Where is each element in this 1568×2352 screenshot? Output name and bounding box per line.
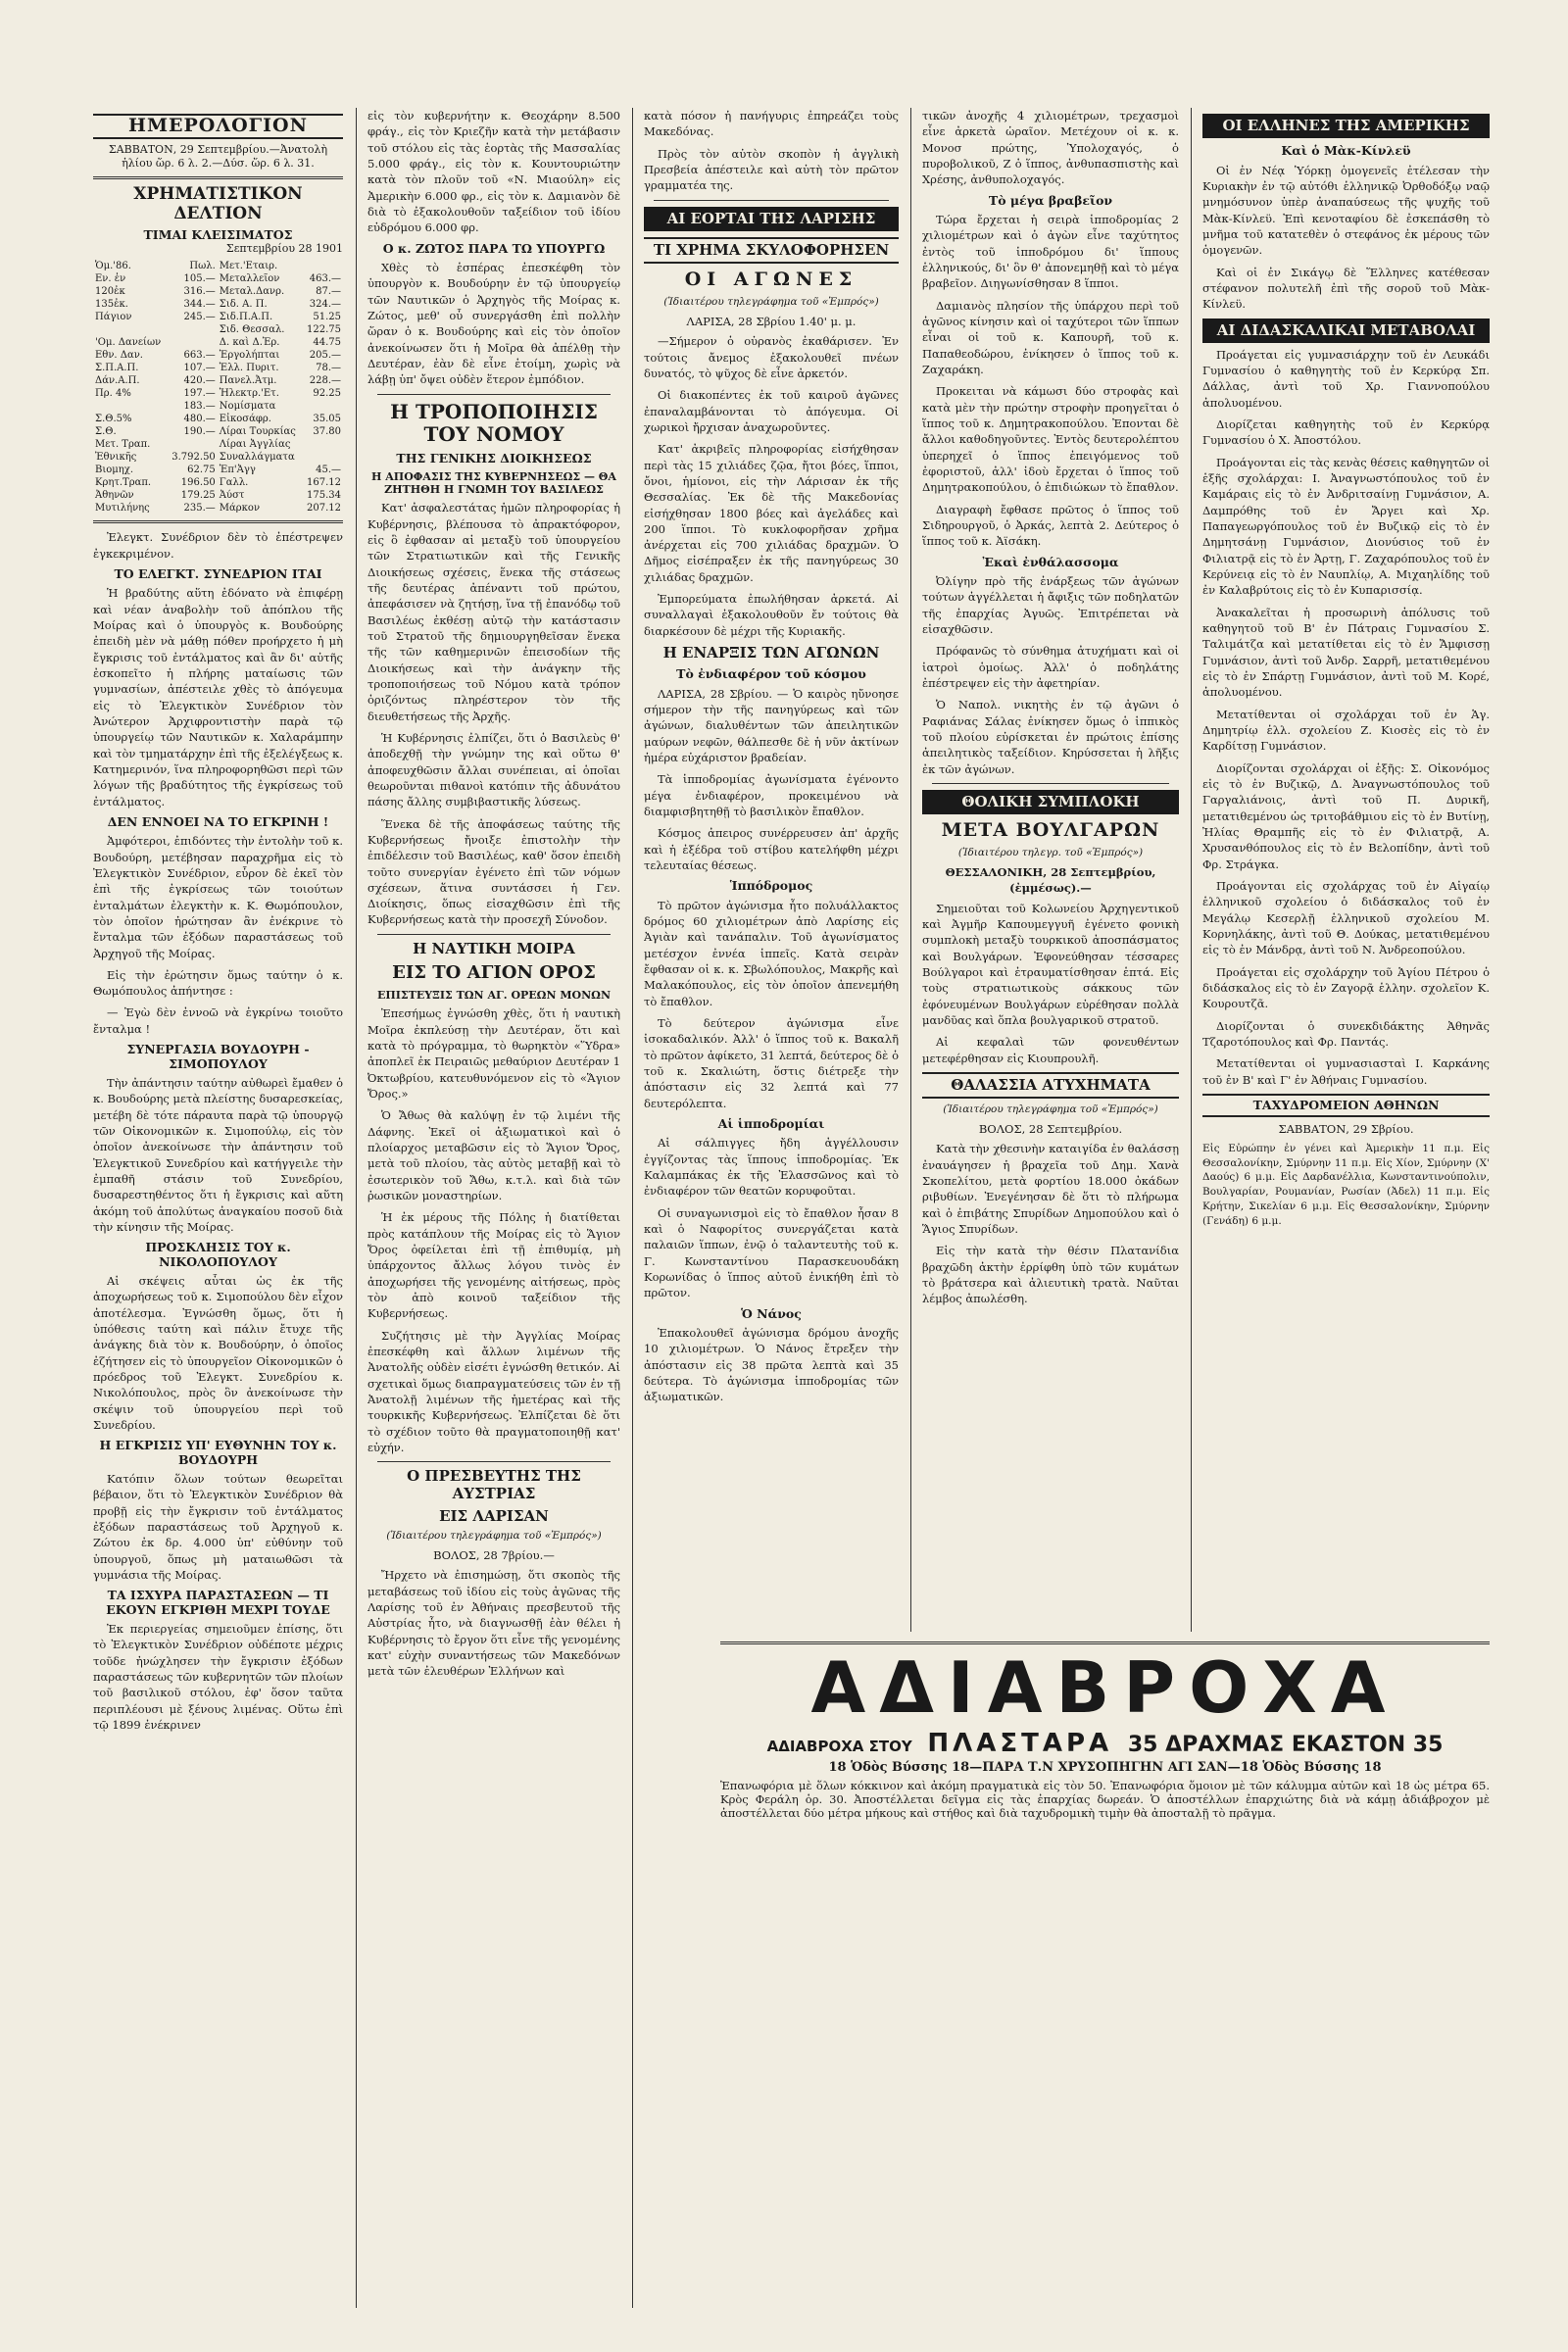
- ad-headline-left: ΑΔΙΑΒΡΟΧΑ ΣΤΟΥ: [766, 1738, 912, 1755]
- article-paragraph: Διορίζεται καθηγητὴς τοῦ ἐν Κερκύρᾳ Γυμνασίου ὁ Χ. Ἀποστόλου.: [1202, 417, 1490, 448]
- article-paragraph: Κατὰ τὴν χθεσινὴν καταιγίδα ἐν θαλάσσῃ ἐναυάγησεν ἡ βραχεῖα τοῦ Δημ. Χανὰ Σκοπελίτου, μετὰ φορτίου 18.000 ὀκάδων ριβυθίων. Ἐνεγένησαν δὲ ὅτι τὸ πλήρωμα καὶ ὁ ἐπιβάτης Σπυρίδων Δημοπούλου καὶ ὁ Ἅγιος Σπυρίδων.: [922, 1142, 1179, 1236]
- market-cell: 245.—: [183, 312, 216, 323]
- market-cell: Πανελ.Ἀτμ.: [219, 375, 277, 387]
- market-row: [93, 260, 343, 272]
- dateline: ΒΟΛΟΣ, 28 7βρίου.—: [433, 1547, 555, 1562]
- newspaper-page: [93, 108, 1490, 2308]
- market-cell: Λίραι Τουρκίας: [219, 426, 296, 438]
- market-cell: Ἐθνικῆς: [95, 452, 137, 464]
- market-row: [93, 476, 343, 489]
- market-cell: 235.—: [183, 503, 216, 514]
- market-cell: 120ἐκ: [95, 286, 125, 298]
- article-headline: ΕΠΙΣΤΕΥΞΙΣ ΤΩΝ ΑΓ. ΟΡΕΩΝ ΜΟΝΩΝ: [376, 988, 612, 1002]
- market-cell: Σ.Θ.5%: [95, 414, 132, 425]
- article-headline: Η ΤΡΟΠΟΠΟΙΗΣΙΣ ΤΟΥ ΝΟΜΟΥ: [390, 399, 598, 446]
- market-row: [93, 387, 343, 400]
- article-paragraph: Κόσμος ἀπειρος συνέρρευσεν ἀπ' ἀρχῆς καὶ ἡ ἐξέδρα τοῦ στίβου κατελήφθη μέχρι τελευταίας θέσεως.: [644, 826, 899, 873]
- article-subheadline: Αἱ ἱπποδρομίαι: [717, 1116, 825, 1131]
- article-headline: ΑΙ ΔΙΔΑΣΚΑΛΙΚΑΙ ΜΕΤΑΒΟΛΑΙ: [1202, 318, 1490, 343]
- article-paragraph: Ἐπεσήμως ἐγνώσθη χθὲς, ὅτι ἡ ναυτικὴ Μοῖρα ἐκπλεύσῃ τὴν Δευτέραν, ὅτι καὶ κατὰ τὸ πρόγραμμα, τὸ θωρηκτὸν «Ὕδρα» ἀποπλεῖ ἐκ Πειραιῶς μεθαύριον Δευτέραν 1 Ὀκτωβρίου, κατευθυνόμενον εἰς τὸ «Ἅγιον Ὄρος.»: [368, 1006, 620, 1102]
- article-paragraph: ΛΑΡΙΣΑ, 28 Σβρίου. — Ὁ καιρὸς ηὔνοησε σήμερον τὴν τῆς πανηγύρεως καὶ τῶν ἀγώνων, διαλυθέντων τῶν ἀπειλητικῶν μαύρων νεφῶν, θάλπεσθε δὲ ἡ νῦν ἀκτίνων ἡμέρα εὐχάριστον βραδείαν.: [644, 686, 899, 765]
- market-cell: Ἐπ'Ἀγγ: [219, 465, 256, 476]
- market-cell: 205.—: [309, 350, 341, 362]
- article-headline: ΣΥΝΕΡΓΑΣΙΑ ΒΟΥΔΟΥΡΗ - ΣΙΜΟΠΟΥΛΟΥ: [126, 1042, 310, 1071]
- market-cell: [93, 323, 167, 336]
- article-subheadline: Ὁ Νάνος: [741, 1305, 802, 1321]
- article-paragraph: Διορίζονται σχολάρχαι οἱ ἑξῆς: Σ. Οἰκονόμος εἰς τὸ ἐν Βυζικῷ, Δ. Ἀναγνωστόπουλος τοῦ Γαργαλιάνοις, ἀντὶ τοῦ Π. Δυρικῆ, μετατιθεμένου ὡς τριτοβάθμιου εἰς τὸ ἐν Βυτίνῃ, Ἠλίας Θραμπῆς εἰς τὸ ἐν Φιλιατρᾷ, Α. Χρυσανθόπουλος εἰς τὸ ἐν Βελοπίδην, ἀντὶ τοῦ Φρ. Στράγκα.: [1202, 760, 1490, 871]
- article-paragraph: Ἀμφότεροι, ἐπιδόντες τὴν ἐντολὴν τοῦ κ. Βουδούρη, μετέβησαν παραχρῆμα εἰς τὸ Ἐλεγκτικὸν Συνέδριον, εὗρον δὲ ἐκεῖ τὸν ἐπὶ τῆς ἐγκρίσεως τῶν τοιούτων ἐνταλμάτων ἐλεγκτὴν κ. Κ. Θωμόπουλον, τὸν ὁποῖον ἠρώτησαν ἂν ἐνέκρινε τὸ ἔνταλμα τῶν ἐξόδων παραστάσεως τοῦ Ἀρχηγοῦ τῆς Μοίρας.: [93, 834, 343, 960]
- market-cell: Νομίσματα: [219, 401, 276, 413]
- market-cell: Εἰκοσάφρ.: [219, 414, 271, 425]
- market-table: [93, 260, 343, 514]
- market-cell: 207.12: [307, 503, 341, 514]
- market-row: [93, 362, 343, 374]
- article-subheadline: Ἐκαὶ ἐνθάλασσομα: [982, 554, 1119, 569]
- market-cell: 45.—: [316, 465, 341, 476]
- article-subheadline: Τὸ ἐνδιαφέρον τοῦ κόσμου: [676, 666, 866, 682]
- article-paragraph: Τὰ ἱπποδρομίας ἀγωνίσματα ἐγένοντο μέγα ἐνδιαφέρον, προκειμένου νὰ διαμφισβητηθῇ τὸ βασιλικὸν ἔπαθλον.: [644, 772, 899, 819]
- dateline: ΛΑΡΙΣΑ, 28 Σβρίου 1.40' μ. μ.: [686, 314, 857, 328]
- article-subheadline: Καὶ ὁ Μὰκ-Κίνλεϋ: [1281, 143, 1411, 159]
- market-cell: Δ. καὶ Δ.Ἐρ.: [219, 337, 280, 349]
- market-cell: 663.—: [183, 350, 216, 362]
- article-paragraph: Ὀλίγην πρὸ τῆς ἐνάρξεως τῶν ἀγώνων τούτων ἀγγέλλεται ἡ ἄφιξις τῶν ποδηλατῶν τῆς ἐπαρχίας Ἀγυῶς. Ἐπιτρέπεται νὰ εἰσαχθῶσιν.: [922, 573, 1179, 636]
- market-cell: [167, 438, 217, 451]
- article-paragraph: Προάγεται εἰς γυμνασιάρχην τοῦ ἐν Λευκάδι Γυμνασίου ὁ καθηγητὴς τοῦ ἐν Κερκύρᾳ Σπ. Δάλλας, ἀντὶ τοῦ Χρ. Γιαννοπούλου ἀπολυομένου.: [1202, 347, 1490, 410]
- market-cell: 420.—: [183, 375, 216, 387]
- article-paragraph: Καὶ οἱ ἐν Σικάγῳ δὲ Ἕλληνες κατέθεσαν στέφανον πολυτελῆ ἐπὶ τῆς σοροῦ τοῦ Μὰκ-Κίνλεϋ.: [1202, 265, 1490, 312]
- article-paragraph: Διορίζονται ὁ συνεκδιδάκτης Ἀθηνᾶς Τζαροτόπουλος καὶ Φρ. Παντάς.: [1202, 1018, 1490, 1049]
- article-paragraph: Ἤρχετο νὰ ἐπισημώσῃ, ὅτι σκοπὸς τῆς μεταβάσεως τοῦ ἰδίου εἰς τοὺς ἀγῶνας τῆς Λαρίσης τοῦ ἐν Ἀθήναις πρεσβευτοῦ τῆς Αὐστρίας ἦτο, νὰ διαγνωσθῇ ἐὰν θέλει ἡ Κυβέρνησις τὸ ἔργον ὅτι εἶνε τῆς γενομένης κατ' εὐχὴν συναντήσεως τῶν Μακεδόνων μετὰ τῶν ἐλευθέρων Ἑλλήνων καὶ: [368, 1568, 620, 1679]
- article-paragraph: Προάγονται εἰς σχολάρχας τοῦ ἐν Αἰγαίῳ ἑλληνικοῦ σχολείου ὁ διδάσκαλος τοῦ ἐν Μεγάλῳ Κεσερλῇ ἑλληνικοῦ σχολείου Μ. Κορνηλάκης, ἀντὶ τοῦ Θ. Δούκας, μετατιθεμένου εἰς τὸ ἐν Μάνδρᾳ, ἀντὶ τοῦ Ν. Ἀνδρεοπούλου.: [1202, 879, 1490, 957]
- market-cell: 324.—: [309, 299, 341, 311]
- dateline: ΘΕΣΣΑΛΟΝΙΚΗ, 28 Σεπτεμβρίου, (ἐμμέσως).—: [945, 864, 1156, 896]
- article-paragraph: Δαμιανὸς πλησίον τῆς ὑπάρχου περὶ τοῦ ἀγῶνος κίνησιν καὶ οἱ ταχύτεροι τῶν ἵππων εἶναι οἱ τοῦ κ. Καπουρῆ, τοῦ κ. Παπαθεοδώρου, ἐνίκησεν ὁ ἵππος τοῦ κ. Ζαχαράκη.: [922, 298, 1179, 376]
- article-paragraph: Ἐπακολουθεῖ ἀγώνισμα δρόμου ἀνοχῆς 10 χιλιομέτρων. Ὁ Νάνος ἔτρεξεν τὴν ἀπόστασιν εἰς 38 πρῶτα λεπτὰ καὶ 35 δεύτερα. Τὸ ἀγώνισμα ἱπποδρομίας τῶν ἀξιωματικῶν.: [644, 1326, 899, 1404]
- article-subheadline: ΤΗΣ ΓΕΝΙΚΗΣ ΔΙΟΙΚΗΣΕΩΣ: [396, 450, 592, 466]
- market-cell: 179.25: [180, 490, 216, 502]
- article-paragraph: Μετατίθενται οἱ σχολάρχαι τοῦ ἐν Ἁγ. Δημητρίῳ ἑλλ. σχολείου Ζ. Κιοσὲς εἰς τὸ ἐν Καρδίτσῃ Γυμνάσιον.: [1202, 707, 1490, 754]
- article-paragraph: κατὰ πόσον ἡ πανήγυρις ἐπηρεάζει τοὺς Μακεδόνας.: [644, 109, 899, 139]
- market-cell: 78.—: [316, 363, 341, 374]
- article-headline: ΤΑΧΥΔΡΟΜΕΙΟΝ ΑΘΗΝΩΝ: [1202, 1094, 1490, 1117]
- market-cell: Ἀθηνῶν: [95, 490, 134, 502]
- article-paragraph: Ἕνεκα δὲ τῆς ἀποφάσεως ταύτης τῆς Κυβερνήσεως ἤνοιξε ἐπιστολὴν τὴν ἐπιδέλεσιν τοῦ Βασιλέως, καθ' ὅσον ἐπειδὴ τοῦτο συνεργίαν ἐγένετο ἐπὶ τῶν νόμων σχέσεων, ἅτινα συντάσσει ἡ Γεν. Διοίκησις, ὅπως εἰσαχθῶσιν ἐπὶ τῆς Κυβερνήσεως κατὰ τὴν προσεχῆ Σύνοδον.: [368, 816, 620, 927]
- market-cell: Ἑλλ. Πυριτ.: [219, 363, 279, 374]
- article-subheadline: Τὸ μέγα βραβεῖον: [988, 192, 1113, 208]
- market-row: [93, 374, 343, 387]
- ad-shop-name: ΠΛΑΣΤΑΡΑ: [927, 1729, 1113, 1758]
- article-paragraph: Τώρα ἔρχεται ἡ σειρὰ ἱπποδρομίας 2 χιλιομέτρων καὶ ὁ ἀγὼν εἶνε ταχύτητος ἐντὸς τοῦ ἱπποδρόμου δι' ἵππους ἑλληνικούς, δι' ὃν θ' ἀπονεμηθῇ καὶ τὸ μέγα βραβεῖον. Διηγωνίσθησαν 8 ἵπποι.: [922, 213, 1179, 291]
- market-cell: 197.—: [183, 388, 216, 400]
- article-paragraph: Ἡ βραδύτης αὕτη ἐδόνατο νὰ ἐπιφέρῃ καὶ νέαν ἀναβολὴν τοῦ ἀπόπλου τῆς Μοίρας καὶ ὁ ὑπουργὸς κ. Βουδούρης ἐπειδὴ μὲν νὰ μάθῃ πόθεν προήρχετο ἡ μὴ ἔγκρισις τοῦ ἐντάλματος καὶ ἂν δι' αὐτῆς ἐσκοπεῖτο ἡ πλήρης ματαίωσις τῶν γυμνασίων, ἀπέστειλε χθὲς τὸ ἀπόγευμα εἰς τὸ Ἐλεγκτικὸν Συνέδριον τὸν Ἀνώτερον Ἀρχιφροντιστὴν παρὰ τῷ ὑπουργείῳ τῶν Ναυτικῶν κ. Χαλαράμπην καὶ τὸν τμηματάρχην ἐπὶ τῆς ἐξελέγξεως κ. Κατημερινόν, ἵνα πληροφορηθῶσι περὶ τῶν λόγων τῆς βραδύτητος τῆς ἐγκρίσεως τοῦ ἐντάλματος.: [93, 586, 343, 808]
- article-paragraph: Τὴν ἀπάντησιν ταύτην αὐθωρεὶ ἔμαθεν ὁ κ. Βουδούρης μετὰ πλείστης δυσαρεσκείας, μετέβη δὲ τότε πάραυτα παρὰ τῷ ὑπουργῷ τῶν Οἰκονομικῶν κ. Σιμοπούλῳ, εἰς τὸν ὁποῖον ἀνεκοίνωσε τὴν ἀπάντησιν τοῦ Ἐλεγκτικοῦ Συνεδρίου καὶ κατήγγειλε τὴν ἐμπαθῆ στάσιν τοῦ Συνεδρίου, δυσαρεστηθέντος ὅτι ἡ ἔγκρισις καὶ αὕτη ἀκόμη τοῦ ἀπολύτως ἀναγκαίου ποσοῦ διὰ τὴν κίνησιν τῆς Μοίρας.: [93, 1075, 343, 1234]
- column-2: [368, 108, 620, 2308]
- article-headline: ΘΟΛΙΚΗ ΣΥΜΠΛΟΚΗ: [922, 790, 1179, 814]
- market-cell: 51.25: [313, 312, 341, 323]
- market-cell: Κρητ.Τραπ.: [95, 477, 152, 489]
- market-cell: [303, 400, 343, 413]
- market-cell: Πάγιον: [95, 312, 132, 323]
- advertisement: [720, 1642, 1490, 1818]
- market-cell: Μεταλ.Δανρ.: [219, 286, 285, 298]
- market-cell: Εν. ἐν: [95, 273, 126, 285]
- market-cell: Εθν. Δαν.: [95, 350, 143, 362]
- market-cell: 44.75: [313, 337, 341, 349]
- market-cell: Συναλλάγματα: [219, 452, 295, 464]
- market-row: [93, 298, 343, 311]
- market-cell: 92.25: [313, 388, 341, 400]
- dispatch-note: (Ἰδιαιτέρου τηλεγρ. τοῦ «Ἐμπρός»): [957, 846, 1144, 858]
- market-row: [93, 451, 343, 464]
- market-cell: Ἀύστ: [219, 490, 245, 502]
- market-cell: Μάρκον: [219, 503, 261, 514]
- article-paragraph: Μετατίθενται οἱ γυμνασιασταὶ Ι. Καρκάνης τοῦ ἐν Β' καὶ Γ' ἐν Ἀθήναις Γυμνασίου.: [1202, 1056, 1490, 1087]
- article-paragraph: Χθὲς τὸ ἑσπέρας ἐπεσκέφθη τὸν ὑπουργὸν κ. Βουδούρην ἐν τῷ ὑπουργείῳ τῶν Ναυτικῶν ὁ Ἀρχηγὸς τῆς Μοίρας κ. Ζώτος, μεθ' οὗ συνεργάσθη ἐπὶ πολλὴν ὥραν ὁ κ. Βουδούρης καὶ εἰς τὸν ὁποῖον ἀνεκοίνωσεν ὅτι ἡ Μοῖρα θὰ ἀπέλθῃ τὴν Δευτέραν, ἐὰν δὲ εἶνε ἑτοίμη, χωρὶς νὰ λάβῃ ὑπ' ὄψει οὐδὲν ἕτερον ἐμπόδιον.: [368, 261, 620, 387]
- article-subheadline: Ἱππόδρομος: [729, 878, 813, 894]
- article-paragraph: Εἰς τὴν κατὰ τὴν θέσιν Πλατανίδια βραχῶδη ἀκτὴν ἐρρίφθη ὑπὸ τῶν κυμάτων τὸ βράτσερα καὶ ἀλιευτικὴ τρατὰ. Ναῦται λέμβος ἀπωλέσθη.: [922, 1244, 1179, 1306]
- article-headline: Η ΕΓΚΡΙΣΙΣ ΥΠ' ΕΥΘΥΝΗΝ ΤΟΥ κ. ΒΟΥΔΟΥΡΗ: [99, 1438, 337, 1467]
- market-cell: 175.34: [307, 490, 341, 502]
- market-subtitle: ΤΙΜΑΙ ΚΛΕΙΣΙΜΑΤΟΣ: [143, 226, 293, 242]
- calendar-title: ΗΜΕΡΟΛΟΓΙΟΝ: [93, 114, 343, 139]
- market-cell: Ἐργολήπται: [219, 350, 280, 362]
- article-paragraph: Αἱ σάλπιγγες ἤδη ἀγγέλλουσιν ἐγγίζοντας τὰς ἵππους ἱπποδρομίας. Ἐκ Καλαμπάκας ἐκ τῆς Ἐλασσῶνος καὶ τὸ ἐνδιαφέρον τῶν θεατῶν κορυφοῦται.: [644, 1136, 899, 1199]
- market-cell: 196.50: [180, 477, 216, 489]
- market-cell: 37.80: [313, 426, 341, 438]
- article-paragraph: Πρόφανῶς τὸ σύνθημα ἀτυχήματι καὶ οἱ ἰατροὶ ὁμοίως. Ἀλλ' ὁ ποδηλάτης ἐπέστρεψεν εἰς τὴν ἀφετηρίαν.: [922, 644, 1179, 690]
- article-headline: ΤΙ ΧΡΗΜΑ ΣΚΥΛΟΦΟΡΗΣΕΝ: [644, 237, 899, 264]
- article-paragraph: Ἡ Κυβέρνησις ἐλπίζει, ὅτι ὁ Βασιλεὺς θ' ἀποδεχθῇ τὴν γνώμην της καὶ οὕτω θ' ἀποφευχθῶσιν ἄλλαι συνέπειαι, αἱ ὁποῖαι θεωροῦνται πιθανοὶ κατόπιν τῆς ἀδυνάτου πάσης ἄλλης συμβιβαστικῆς λύσεως.: [368, 730, 620, 809]
- market-row: [93, 425, 343, 438]
- dispatch-note: (Ἰδιαιτέρου τηλεγράφημα τοῦ «Ἐμπρός»): [663, 295, 879, 308]
- article-headline: ΑΙ ΕΟΡΤΑΙ ΤΗΣ ΛΑΡΙΣΗΣ: [644, 207, 899, 231]
- ad-body: Ἐπανωφόρια μὲ ὅλων κόκκινον καὶ ἀκόμη πραγματικὰ εἰς τὸν 50. Ἐπανωφόρια ὅμοιον μὲ τῶν κάλυμμα αὐτῶν καὶ 18 ὡς μέτρα 65. Κρὸς Φεράλη ὁρ. 30. Ἀποστέλλεται δεῖγμα εἰς τὰς ἐπαρχίας δωρεάν. Ὁ ἀποστέλλων ἐπαρχιώτης διὰ νὰ κάμῃ ἀδιάβροχον μὲ ἀποστέλλεται δύο μέτρα μήκους καὶ στήθος καὶ διὰ ταχυδρομικὴ τιμὴν θὰ ἀποσταλῇ τὸ πρᾶγμα.: [720, 1779, 1490, 1820]
- market-cell: Σ.Π.Α.Π.: [95, 363, 139, 374]
- column-5: [1202, 108, 1490, 1627]
- article-headline: ΤΑ ΙΣΧΥΡΑ ΠΑΡΑΣΤΑΣΕΩΝ — ΤΙ ΕΚΟΥΝ ΕΓΚΡΙΘΗ ΜΕΧΡΙ ΤΟΥΔΕ: [106, 1588, 330, 1617]
- article-paragraph: Συζήτησις μὲ τὴν Ἀγγλίας Μοίρας ἐπεσκέφθη καὶ ἄλλων λιμένων τῆς Ἀνατολῆς οὐδὲν εἰσέτι ἐγνώσθη θετικόν. Αἱ σχετικαὶ ὅμως διαπραγματεύσεις τῶν ἐν τῇ Ἀνατολῇ λιμένων τῆς ἡμετέρας καὶ τῆς τουρκικῆς Κυβερνήσεως. Ἐλπίζεται δὲ ὅτι τὸ σχέδιον τοῦτο θὰ πραγματοποιηθῇ κατ' εὐχήν.: [368, 1328, 620, 1454]
- article-headline: Η ΝΑΥΤΙΚΗ ΜΟΙΡΑ: [413, 939, 575, 957]
- market-row: [93, 400, 343, 413]
- article-paragraph: Ὁ Ναπολ. νικητὴς ἐν τῷ ἀγῶνι ὁ Ραφιάνας Σάλας ἐνίκησεν ὅμως ὁ ἱππικὸς τοῦ πλοίου εὐρίσκεται ἐν πρώτοις ἐπίσης ἀπειλητικὸς ταξείδιον. Κηρύσσεται ἡ λῆξις ἐκ τῶν ἀγώνων.: [922, 698, 1179, 776]
- market-cell: Σιδ.Π.Α.Π.: [219, 312, 273, 323]
- market-cell: Λίραι Ἀγγλίας: [219, 439, 291, 451]
- market-cell: Μυτιλήνης: [95, 503, 150, 514]
- column-1: [93, 108, 343, 2308]
- market-cell: Μεταλλεῖον: [219, 273, 280, 285]
- market-row: [93, 502, 343, 514]
- ad-title: ΑΔΙΑΒΡΟΧΑ: [810, 1646, 1399, 1729]
- market-cell: Σιδ. Θεσσαλ.: [219, 324, 285, 336]
- article-paragraph: Αἱ κεφαλαὶ τῶν φονευθέντων μετεφέρθησαν εἰς Κιουπρουλῆ.: [922, 1035, 1179, 1065]
- article-paragraph: Ἐκ περιεργείας σημειοῦμεν ἐπίσης, ὅτι τὸ Ἐλεγκτικὸν Συνέδριον οὐδέποτε μέχρις τοῦδε ἠνώχλησεν τὴν ἔγκρισιν ἐξόδων παραστάσεως τῶν κυβερνητῶν τῶν πλοίων τοῦ βασιλικοῦ στόλου, ἐφ' ὅσον ταῦτα περιπλέουσι μὲ ξένους λιμένας. Οὕτω ἐπὶ τῷ 1899 ἐνέκρινεν: [93, 1622, 343, 1732]
- column-3: [644, 108, 899, 1627]
- market-cell: 480.—: [183, 414, 216, 425]
- dispatch-note: (Ἰδιαιτέρου τηλεγράφημα τοῦ «Ἐμπρός»): [386, 1530, 602, 1542]
- market-cell: 3.792.50: [172, 452, 216, 464]
- article-paragraph: Ἐμπορεύματα ἐπωλήθησαν ἀρκετά. Αἱ συναλλαγαὶ ἐξακολουθοῦν ἔν τούτοις θὰ διαρκέσουν δὲ μέχρι τῆς Κυριακῆς.: [644, 592, 899, 638]
- article-paragraph: Αἱ σκέψεις αὗται ὡς ἐκ τῆς ἀποχωρήσεως τοῦ κ. Σιμοπούλου δὲν εἶχον ἀποτέλεσμα. Ἐγνώσθη ὅμως, ὅτι ἡ ὑπόθεσις ταύτη καὶ πάλιν ἔτυχε τῆς ἀνάγκης διὰ τὸν κ. Βουδούρην, ὁ ὁποῖος ἐζήτησεν εἰς τὸ ὑπουργεῖον Οἰκονομικῶν ὁ πρόεδρος τοῦ Ἐλεγκτ. Συνεδρίου κ. Νικολόπουλος, πρὸς ὃν ἀνεκοίνωσε τὴν σκέψιν τοῦ ὑπουργείου περὶ τοῦ Συνεδρίου.: [93, 1273, 343, 1432]
- ad-headline-right: 35 ΔΡΑΧΜΑΣ ΕΚΑΣΤΟΝ 35: [1127, 1733, 1444, 1757]
- market-cell: 228.—: [309, 375, 341, 387]
- article-paragraph: Οἱ διακοπέντες ἐκ τοῦ καιροῦ ἀγῶνες ἐπαναλαμβάνονται τὸ ἀπόγευμα. Οἱ χωρικοὶ ἤρχισαν ἀναχωροῦντες.: [644, 388, 899, 434]
- article-subheadline: ΕΙΣ ΛΑΡΙΣΑΝ: [439, 1506, 549, 1525]
- market-cell: 463.—: [309, 273, 341, 285]
- article-paragraph: Εἰς τὴν ἐρώτησιν ὅμως ταύτην ὁ κ. Θωμόπουλος ἀπήντησε :: [93, 967, 343, 999]
- market-cell: 344.—: [183, 299, 216, 311]
- article-headline: ΘΑΛΑΣΣΙΑ ΑΤΥΧΗΜΑΤΑ: [922, 1072, 1179, 1099]
- market-cell: 122.75: [307, 324, 341, 336]
- market-cell: [167, 323, 217, 336]
- article-headline: Η ΑΠΟΦΑΣΙΣ ΤΗΣ ΚΥΒΕΡΝΗΣΕΩΣ — ΘΑ ΖΗΤΗΘΗ Η ΓΝΩΜΗ ΤΟΥ ΒΑΣΙΛΕΩΣ: [371, 470, 616, 496]
- article-paragraph: εἰς τὸν κυβερνήτην κ. Θεοχάρην 8.500 φράγ., εἰς τὸν Κριεζῆν κατὰ τὴν μετάβασιν τοῦ στόλου εἰς τὰς ἑορτὰς τῆς Μασσαλίας 5.000 φράγ., εἰς τὸν κ. Κουντουριώτην κατὰ τὸν πλοῦν τοῦ «Ν. Μιαούλη» εἰς Ἀμερικὴν 6.000 φρ., εἰς τὸν κ. Δαμιανὸν δὲ διὰ τὸ ἐξακολουθοῦν ταξείδιον τοῦ ἰδίου εὐδρόμου 6.000 φρ.: [368, 109, 620, 235]
- article-paragraph: Προκειται νὰ κάμωσι δύο στροφὰς καὶ κατὰ μὲν τὴν πρώτην στροφὴν προηγεῖται ὁ ἵππος τοῦ κ. Δημητρακοπούλου. Ἐπονται δὲ ἄλλοι καθοδηγοῦντες. Ἐντὸς δευτερολέπτου ὑπερηχεῖ ὁ ἵππος ἐπειγόμενος τοῦ ἐφοριστοῦ, ἀλλ' ἰδοὺ ἔρχεται ὁ ἵππος τοῦ Δημητρακοπούλου, ὁ ἐπιδιώκων τὸ ἔπαθλον.: [922, 384, 1179, 495]
- market-cell: 87.—: [316, 286, 341, 298]
- article-paragraph: Διαγραφὴ ἔφθασε πρῶτος ὁ ἵππος τοῦ Σιδηρουργοῦ, ὁ Ἀρκάς, λεπτὰ 2. Δεύτερος ὁ ἵππος τοῦ κ. Ἀϊσάκη.: [922, 502, 1179, 549]
- article-paragraph: Οἱ ἐν Νέᾳ Ὑόρκῃ ὁμογενεῖς ἐτέλεσαν τὴν Κυριακὴν ἐν τῷ αὐτόθι ἑλληνικῷ Ὀρθοδόξῳ ναῷ μνημόσυνον ὑπὲρ ἀναπαύσεως τῆς ψυχῆς τοῦ Μὰκ-Κίνλεϋ. Ἐπὶ κενοταφίου δὲ ἐσκεπάσθη τὸ μνῆμα τοῦ κατατεθὲν ὁ στεφάνος ἐκ μέρους τῶν ὁμογενῶν.: [1202, 163, 1490, 258]
- article-paragraph: Οἱ συναγωνισμοὶ εἰς τὸ ἔπαθλον ἦσαν 8 καὶ ὁ Ναφορίτος συνεργάζεται κατὰ παλαιῶν ἵππων, ἐνῷ ὁ ταλαντευτὴς τοῦ κ. Γ. Κωνσταντίνου Παρασκευουδάκη Κορωνίδας ὁ ἵππος αὐτοῦ ἐνικήθη ἐπὶ τὸ πρῶτον.: [644, 1205, 899, 1300]
- market-cell: Ἠλεκτρ.'Ετ.: [219, 388, 279, 400]
- market-cell: 35.05: [313, 414, 341, 425]
- market-cell: [303, 260, 343, 272]
- article-paragraph: τικῶν ἀνοχῆς 4 χιλιομέτρων, τρεχασμοὶ εἶνε ἀρκετὰ ὡραῖον. Μετέχουν οἱ κ. κ. Μονοσ πρώτης, Ὑπολοχαγός, ὁ πυροβολικοῦ, Ζ ὁ ἵππος, ἀνθυπασπιστὴς καὶ Χρέσης, ἀνθυπολοχαγός.: [922, 109, 1179, 187]
- article-subheadline: ΕΙΣ ΤΟ ΑΓΙΟΝ ΟΡΟΣ: [392, 962, 596, 984]
- market-row: [93, 285, 343, 298]
- market-row: [93, 438, 343, 451]
- market-cell: Σιδ. Α. Π.: [219, 299, 268, 311]
- article-paragraph: Κατ' ἀκριβεῖς πληροφορίας εἰσήχθησαν περὶ τὰς 15 χιλιάδες ζῷα, ἤτοι βόες, ἵπποι, ὄνοι, ἡμίονοι, εἰς τὴν Λάρισαν ἐκ τῆς Θεσσαλίας. Ἐκ δὲ τῆς Μακεδονίας εἰσήχθησαν 1800 βόες καὶ ἀγελάδες καὶ 200 ἵπποι. Τὸ κυκλοφορῆσαν χρῆμα ἀνέρχεται εἰς 700 χιλιάδας δραχμῶν. Ὁ Δῆμος εἰσέπραξεν ἐκ τῆς πανηγύρεως 30 χιλιάδας δραχμῶν.: [644, 442, 899, 584]
- market-cell: 135ἐκ.: [95, 299, 128, 311]
- article-paragraph: Εἰς Εὐρώπην ἐν γένει καὶ Ἀμερικὴν 11 π.μ. Εἰς Θεσσαλονίκην, Σμύρνην 11 π.μ. Εἰς Χίον, Σμύρνην (Χ' Δαούς) 6 μ.μ. Εἰς Δαρδανέλλια, Κωνσταντινούπολιν, Βουλγαρίαν, Ρουμανίαν, Ρωσίαν (Ἀδελ) 11 π.μ. Εἰς Κρήτην, Σικελίαν 6 μ.μ. Εἰς Θεσσαλονίκην, Σμύρνην (Γενάδη) 6 μ.μ.: [1202, 1142, 1490, 1228]
- article-paragraph: Ἀνακαλεῖται ἡ προσωρινὴ ἀπόλυσις τοῦ καθηγητοῦ τοῦ Β' ἐν Πάτραις Γυμνασίου Σ. Ταλιμάτζα καὶ μετατίθεται εἰς τὸ ἐν Ἄμφισσῃ Γυμνάσιον, ἀντὶ τοῦ Ἀνδρ. Σαρρῆ, μετατιθεμένου εἰς τὸ ἐν Σπάρτῃ Γυμνάσιον, ἀντὶ τοῦ Μ. Κορέ, ἀπολυομένου.: [1202, 605, 1490, 700]
- market-row: [93, 323, 343, 336]
- article-paragraph: Κατ' ἀσφαλεστάτας ἡμῶν πληροφορίας ἡ Κυβέρνησις, βλέπουσα τὸ ἀπρακτόφορον, εἰς ὃ ἐφθασαν αἱ μεταξὺ τοῦ ὑπουργείου τῶν Στρατιωτικῶν καὶ τῆς Γενικῆς Διοικήσεως σχέσεις, ἕνεκα τῆς στάσεως τῆς δευτέρας ἀπέναντι τοῦ πρώτου, ἀπεφάσισεν νὰ ζητήσῃ, ἵνα τῇ ἐπανόδῳ τοῦ Βασιλέως ἐκθέσῃ αὐτῷ τὴν κατάστασιν τοῦ Στρατοῦ τῆς δημιουργηθεῖσαν ἕνεκα τῆς τῶν καθημερινῶν ἐπεισοδίων τῆς Διοικήσεως καὶ τὴν ἀνάγκην τῆς τροποποιήσεως τοῦ Νόμου κατὰ τρόπον ὁριζόντως πληρέστερον τὸν τῆς διευθετήσεως τῆς Ἀρχῆς.: [368, 501, 620, 723]
- market-cell: Πρ. 4%: [95, 388, 131, 400]
- market-title: ΧΡΗΜΑΤΙΣΤΙΚΟΝ ΔΕΛΤΙΟΝ: [133, 184, 303, 223]
- article-paragraph: — Ἐγὼ δὲν ἐννοῶ νὰ ἐγκρίνω τοιοῦτο ἔνταλμα !: [93, 1005, 343, 1036]
- market-cell: Μετ.'Εταιρ.: [219, 261, 278, 272]
- article-paragraph: Ἡ ἐκ μέρους τῆς Πόλης ἡ διατίθεται πρὸς κατάπλουν τῆς Μοίρας εἰς τὸ Ἅγιον Ὄρος ὀφείλεται ἐπὶ τῇ ἐπιθυμίᾳ, μὴ ὑπάρχοντος ἄλλως λόγου τινὸς ἐν ἀποχωρήσει τῆς γενομένης αἰτήσεως, πρὸς τὸν ἀπὸ κοινοῦ ταξείδιον τῆς Κυβερνήσεως.: [368, 1210, 620, 1321]
- market-cell: Πωλ.: [189, 261, 216, 272]
- market-row: [93, 336, 343, 349]
- market-row: [93, 272, 343, 285]
- market-cell: Βιομηχ.: [95, 465, 134, 476]
- market-cell: 107.—: [183, 363, 216, 374]
- article-headline: ΟΙ ΕΛΛΗΝΕΣ ΤΗΣ ΑΜΕΡΙΚΗΣ: [1202, 114, 1490, 138]
- market-cell: [303, 438, 343, 451]
- market-cell: 62.75: [187, 465, 216, 476]
- ad-headline: [720, 1729, 1490, 1758]
- market-cell: Σ.Θ.: [95, 426, 117, 438]
- article-headline: ΔΕΝ ΕΝΝΟΕΙ ΝΑ ΤΟ ΕΓΚΡΙΝΗ !: [107, 813, 329, 829]
- market-row: [93, 349, 343, 362]
- article-paragraph: Προάγεται εἰς σχολάρχην τοῦ Ἁγίου Πέτρου ὁ διδάσκαλος εἰς τὸ ἐν Ζαγορᾷ ἑλλην. σχολεῖον Κ. Κουρουτζᾶ.: [1202, 964, 1490, 1011]
- market-cell: Δάν.Α.Π.: [95, 375, 140, 387]
- market-cell: [303, 451, 343, 464]
- article-headline: ΟΙ ΑΓΩΝΕΣ: [684, 269, 858, 291]
- dispatch-note: (Ἰδιαιτέρου τηλεγράφημα τοῦ «Ἐμπρός»): [943, 1103, 1158, 1116]
- market-row: [93, 489, 343, 502]
- market-cell: 190.—: [183, 426, 216, 438]
- market-row: [93, 413, 343, 425]
- article-paragraph: Τὸ δεύτερον ἀγώνισμα εἶνε ἰσοκαδαλικόν. Ἀλλ' ὁ ἵππος τοῦ κ. Βακαλῆ τὸ πρῶτον ἀφίκετο, 31 λεπτά, δεύτερος δὲ ὁ τοῦ κ. Σκαλιώτη, ὅστις διέτρεξε τὴν ἀπόστασιν εἰς 32 λεπτά καὶ 77 δευτερόλεπτα.: [644, 1016, 899, 1110]
- ad-address: 18 Ὁδὸς Βύσσης 18—ΠΑΡΑ Τ.Ν ΧΡΥΣΟΠΗΓΗΝ ΑΓΙ ΣΑΝ—18 Ὁδὸς Βύσσης 18: [828, 1760, 1382, 1775]
- market-cell: 167.12: [307, 477, 341, 489]
- calendar-line: ΣΑΒΒΑΤΟΝ, 29 Σεπτεμβρίου.—Ἀνατολὴ ἡλίου ὥρ. 6 λ. 2.—Δύσ. ὥρ. 6 λ. 31.: [108, 142, 328, 171]
- market-cell: 'Ομ. Δανείων: [95, 337, 162, 349]
- article-headline: Ο κ. ΖΩΤΟΣ ΠΑΡΑ ΤΩ ΥΠΟΥΡΓΩ: [382, 240, 606, 256]
- article-headline: ΤΟ ΕΛΕΓΚΤ. ΣΥΝΕΔΡΙΟΝ ΙΤΑΙ: [114, 565, 322, 581]
- article-paragraph: Τὸ πρῶτον ἀγώνισμα ἦτο πολυάλλακτος δρόμος 60 χιλιομέτρων ἀπὸ Λαρίσης εἰς Ἀγιὰν καὶ τανάπαλιν. Τοῦ ἀγωνίσματος μετέσχον ἐννέα ἱππεῖς. Κατὰ σειρὰν ἔφθασαν οἱ κ. κ. Σβωλόπουλος, Μακρῆς καὶ Μαλακόπουλος, εἰς τὸν ὁποῖον ἀπενεμήθη τὸ ἔπαθλον.: [644, 898, 899, 1008]
- article-headline: Ο ΠΡΕΣΒΕΥΤΗΣ ΤΗΣ ΑΥΣΤΡΙΑΣ: [407, 1467, 581, 1502]
- market-cell: [167, 336, 217, 349]
- market-cell: Μετ. Τραπ.: [95, 439, 151, 451]
- market-row: [93, 464, 343, 476]
- market-cell: 316.—: [183, 286, 216, 298]
- dateline: ΒΟΛΟΣ, 28 Σεπτεμβρίου.: [978, 1121, 1123, 1136]
- article-paragraph: Ὁ Ἄθως θὰ καλύψῃ ἐν τῷ λιμένι τῆς Δάφνης. Ἐκεῖ οἱ ἀξιωματικοὶ καὶ ὁ πλοίαρχος μεταβῶσιν εἰς τὸ Ἅγιον Ὄρος, μετὰ τοῦ πλοίου, τὰς αὐτὸς μεταβῇ καὶ τὸ ἐσωτερικὸν τοῦ Ἄθω, κ.τ.λ. καὶ διὰ τῶν ῥωσικῶν μοναστηρίων.: [368, 1108, 620, 1202]
- market-cell: 105.—: [183, 273, 216, 285]
- article-paragraph: Κατόπιν ὅλων τούτων θεωρεῖται βέβαιον, ὅτι τὸ Ἐλεγκτικὸν Συνέδριον θὰ προβῇ εἰς τὴν ἔγκρισιν τοῦ ἐντάλματος ἐξόδων παραστάσεως τοῦ Ἀρχηγοῦ κ. Ζώτου ἐκ δρ. 4.000 ὑπ' εὐθύνην τοῦ ὑπουργοῦ, ὅπως μὴ ματαιωθῶσι τὰ γυμνάσια τῆς Μοίρας.: [93, 1471, 343, 1582]
- market-cell: 183.—: [183, 401, 216, 413]
- market-cell: Ὁμ.'86.: [95, 261, 131, 272]
- article-headline: ΠΡΟΣΚΛΗΣΙΣ ΤΟΥ κ. ΝΙΚΟΛΟΠΟΥΛΟΥ: [145, 1240, 291, 1269]
- market-row: [93, 311, 343, 323]
- article-paragraph: Προάγονται εἰς τὰς κενὰς θέσεις καθηγητῶν οἱ ἑξῆς σχολάρχαι: Ι. Ἀναγνωστόπουλος τοῦ ἐν Καμάραις εἰς τὸ ἐν Ἀνδριτσαίνῃ Γυμνάσιον, Α. Δαμπρόθης τοῦ ἐν Ἄργει καὶ Χρ. Παπαγεωργόπουλος τοῦ ἐν Βυζικῷ εἰς τὸ ἐν Δημητσάνῃ Γυμνάσιον, Διονύσιος τοῦ ἐν Φιλιατρᾷ εἰς τὸ ἐν Ἀρτῃ, Γ. Ζαχαρόπουλος τοῦ ἐν Κερύνειᾳ εἰς τὸ ἐν Ναυπλίῳ, Α. Μιχαηλίδης τοῦ ἐν Καλαβρύτοις εἰς τὸ ἐν Κυπαρισσίᾳ.: [1202, 455, 1490, 598]
- article-paragraph: Πρὸς τὸν αὐτὸν σκοπὸν ἡ ἀγγλικὴ Πρεσβεία ἀπέστειλε καὶ αὐτὴ τὸν πρῶτον γραμματέα της.: [644, 146, 899, 193]
- column-4: [922, 108, 1179, 1627]
- market-cell: Γαλλ.: [219, 477, 249, 489]
- article-paragraph: Σημειοῦται τοῦ Κολωνείου Ἀρχηγεντικοῦ καὶ Ἀγμῆρ Καπουμεγγυῆ ἐγένετο φονικὴ συμπλοκὴ μεταξὺ τουρκικοῦ ἀποσπάσματος καὶ Βουλγάρων. Ἐφονεύθησαν τέσσαρες Βούλγαροι καὶ ἐτραυματίσθησαν ἑπτά. Εἰς τοὺς στρατιωτικοὺς σάκκους τῶν ἐφόνευμένων Βουλγάρων εὑρέθησαν πολλὰ μανδῦας καὶ ὅπλα βουλγαρικοῦ στρατοῦ.: [922, 901, 1179, 1027]
- market-date: Σεπτεμβρίου 28 1901: [225, 241, 343, 255]
- article-headline: Η ΕΝΑΡΞΙΣ ΤΩΝ ΑΓΩΝΩΝ: [662, 644, 880, 662]
- dateline: ΣΑΒΒΑΤΟΝ, 29 Σβρίου.: [1278, 1122, 1414, 1137]
- article-paragraph: Ἐλεγκτ. Συνέδριον δὲν τὸ ἐπέστρεψεν ἐγκεκριμένον.: [93, 530, 343, 561]
- market-cell: [93, 400, 167, 413]
- article-subheadline: ΜΕΤΑ ΒΟΥΛΓΑΡΩΝ: [941, 819, 1160, 842]
- article-paragraph: —Σήμερον ὁ οὐρανὸς ἐκαθάρισεν. Ἐν τούτοις ἄνεμος ἐξακολουθεῖ πνέων δυνατός, τὸ ψῦχος δὲ εἶνε ἀρκετόν.: [644, 334, 899, 380]
